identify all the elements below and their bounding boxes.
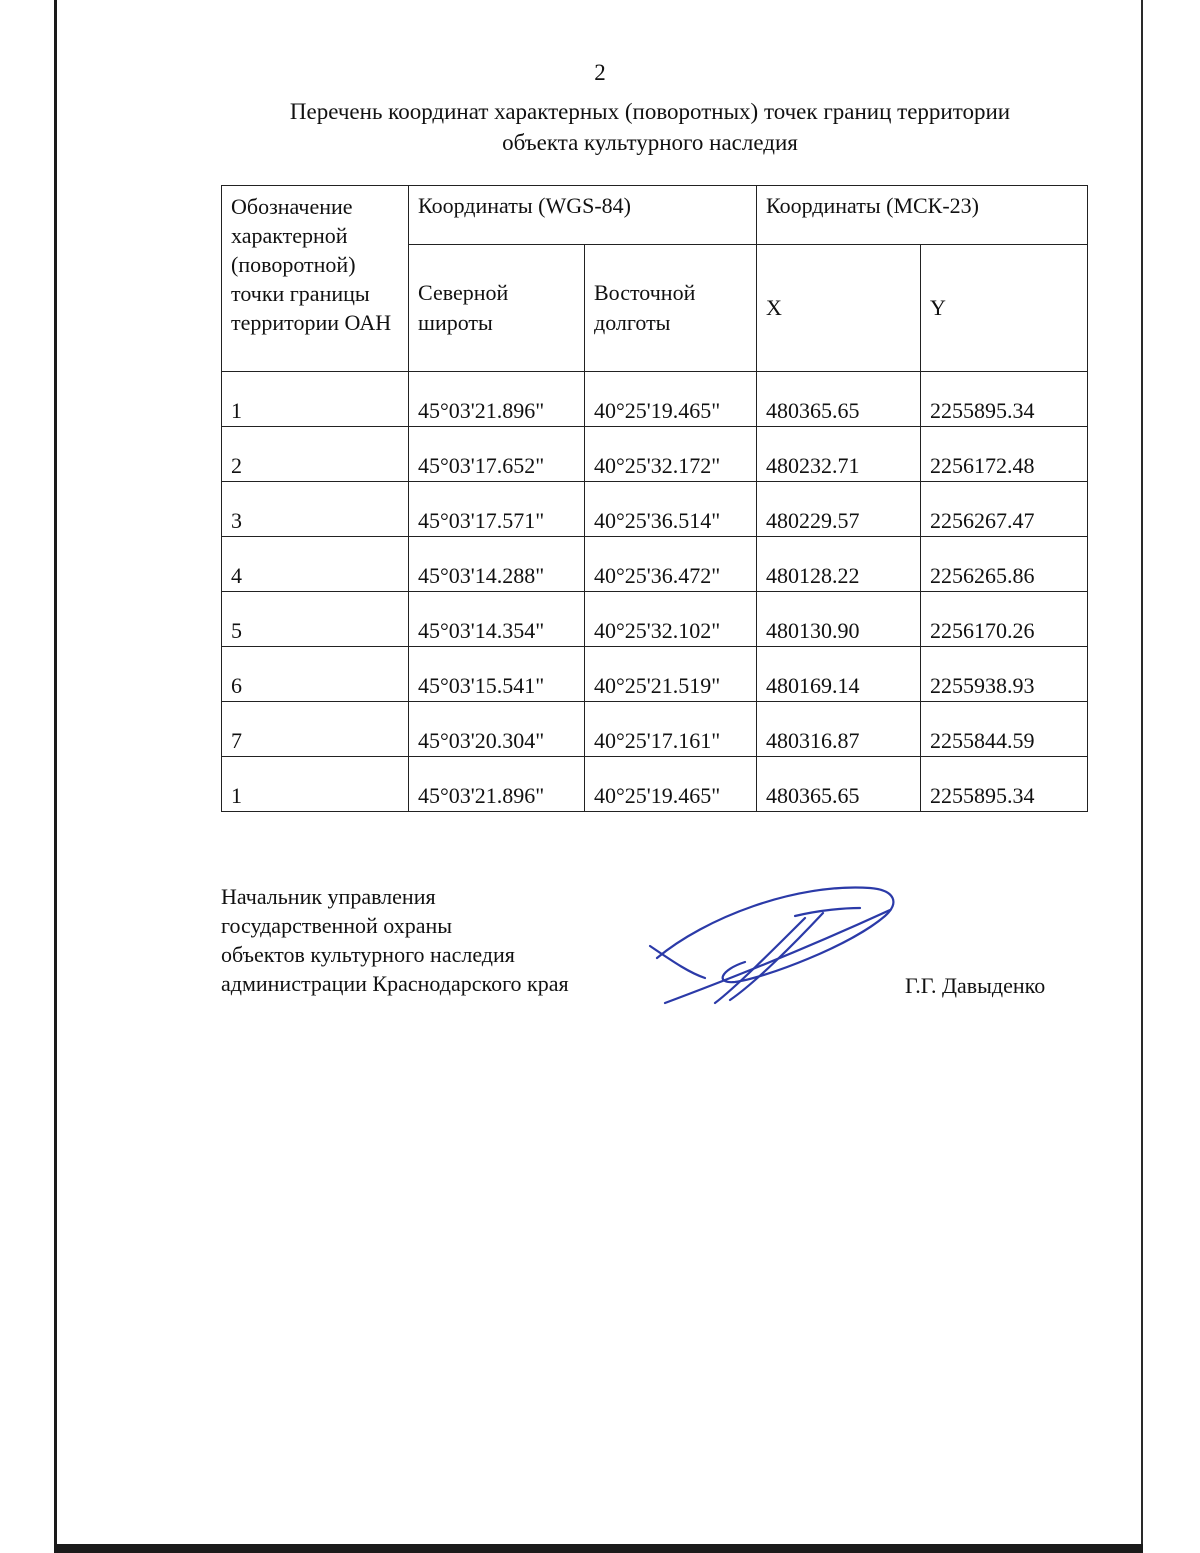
table-header-row-1 — [222, 186, 1088, 245]
cell-x: 480229.57 — [757, 482, 921, 537]
title-line-2: объекта культурного наследия — [502, 130, 798, 155]
cell-longitude: 40°25'19.465" — [585, 757, 757, 812]
cell-latitude: 45°03'14.288" — [409, 537, 585, 592]
cell-y: 2255938.93 — [921, 647, 1088, 702]
scan-edge-left — [0, 0, 57, 1553]
cell-longitude: 40°25'36.514" — [585, 482, 757, 537]
signer-line-1: Начальник управления — [221, 884, 436, 909]
table-row — [222, 482, 1088, 537]
header-north-latitude: Северной широты — [409, 245, 585, 372]
table-row — [222, 647, 1088, 702]
scan-edge-right — [1141, 0, 1143, 1553]
cell-point: 1 — [222, 757, 409, 812]
cell-latitude: 45°03'20.304" — [409, 702, 585, 757]
cell-y: 2255895.34 — [921, 757, 1088, 812]
cell-point: 5 — [222, 592, 409, 647]
table-row — [222, 372, 1088, 427]
cell-y: 2256172.48 — [921, 427, 1088, 482]
cell-latitude: 45°03'14.354" — [409, 592, 585, 647]
cell-y: 2256170.26 — [921, 592, 1088, 647]
cell-x: 480365.65 — [757, 757, 921, 812]
cell-latitude: 45°03'21.896" — [409, 757, 585, 812]
signer-line-3: объектов культурного наследия — [221, 942, 515, 967]
cell-latitude: 45°03'15.541" — [409, 647, 585, 702]
cell-point: 1 — [222, 372, 409, 427]
scan-edge-bottom — [57, 1544, 1143, 1553]
cell-latitude: 45°03'17.652" — [409, 427, 585, 482]
cell-x: 480232.71 — [757, 427, 921, 482]
header-msk23: Координаты (МСК-23) — [757, 186, 1088, 245]
signer-name: Г.Г. Давыденко — [905, 973, 1046, 998]
header-y: Y — [921, 245, 1088, 372]
table-row — [222, 702, 1088, 757]
cell-x: 480128.22 — [757, 537, 921, 592]
title-line-1: Перечень координат характерных (поворотных) точек границ территории — [289, 99, 1011, 124]
cell-longitude: 40°25'36.472" — [585, 537, 757, 592]
cell-longitude: 40°25'21.519" — [585, 647, 757, 702]
page-number: 2 — [594, 60, 606, 85]
signer-line-2: государственной охраны — [221, 913, 453, 938]
table-row — [222, 592, 1088, 647]
cell-x: 480169.14 — [757, 647, 921, 702]
signer-position — [221, 882, 569, 998]
cell-point: 2 — [222, 427, 409, 482]
document-title — [200, 96, 1100, 158]
header-x: X — [757, 245, 921, 372]
cell-latitude: 45°03'21.896" — [409, 372, 585, 427]
cell-x: 480130.90 — [757, 592, 921, 647]
signature-icon — [645, 878, 905, 1013]
cell-y: 2256267.47 — [921, 482, 1088, 537]
cell-x: 480316.87 — [757, 702, 921, 757]
cell-point: 4 — [222, 537, 409, 592]
coordinates-table — [221, 185, 1088, 812]
cell-y: 2255844.59 — [921, 702, 1088, 757]
table-row — [222, 537, 1088, 592]
cell-longitude: 40°25'17.161" — [585, 702, 757, 757]
cell-x: 480365.65 — [757, 372, 921, 427]
cell-point: 3 — [222, 482, 409, 537]
header-wgs84: Координаты (WGS-84) — [409, 186, 757, 245]
table-row — [222, 427, 1088, 482]
header-east-longitude: Восточной долготы — [585, 245, 757, 372]
cell-point: 7 — [222, 702, 409, 757]
signer-line-4: администрации Краснодарского края — [221, 971, 569, 996]
table-row — [222, 757, 1088, 812]
cell-latitude: 45°03'17.571" — [409, 482, 585, 537]
cell-longitude: 40°25'19.465" — [585, 372, 757, 427]
header-designation: Обозначение характерной (поворотной) точки границы территории ОАН — [222, 186, 409, 372]
cell-y: 2255895.34 — [921, 372, 1088, 427]
cell-longitude: 40°25'32.102" — [585, 592, 757, 647]
cell-point: 6 — [222, 647, 409, 702]
cell-y: 2256265.86 — [921, 537, 1088, 592]
cell-longitude: 40°25'32.172" — [585, 427, 757, 482]
